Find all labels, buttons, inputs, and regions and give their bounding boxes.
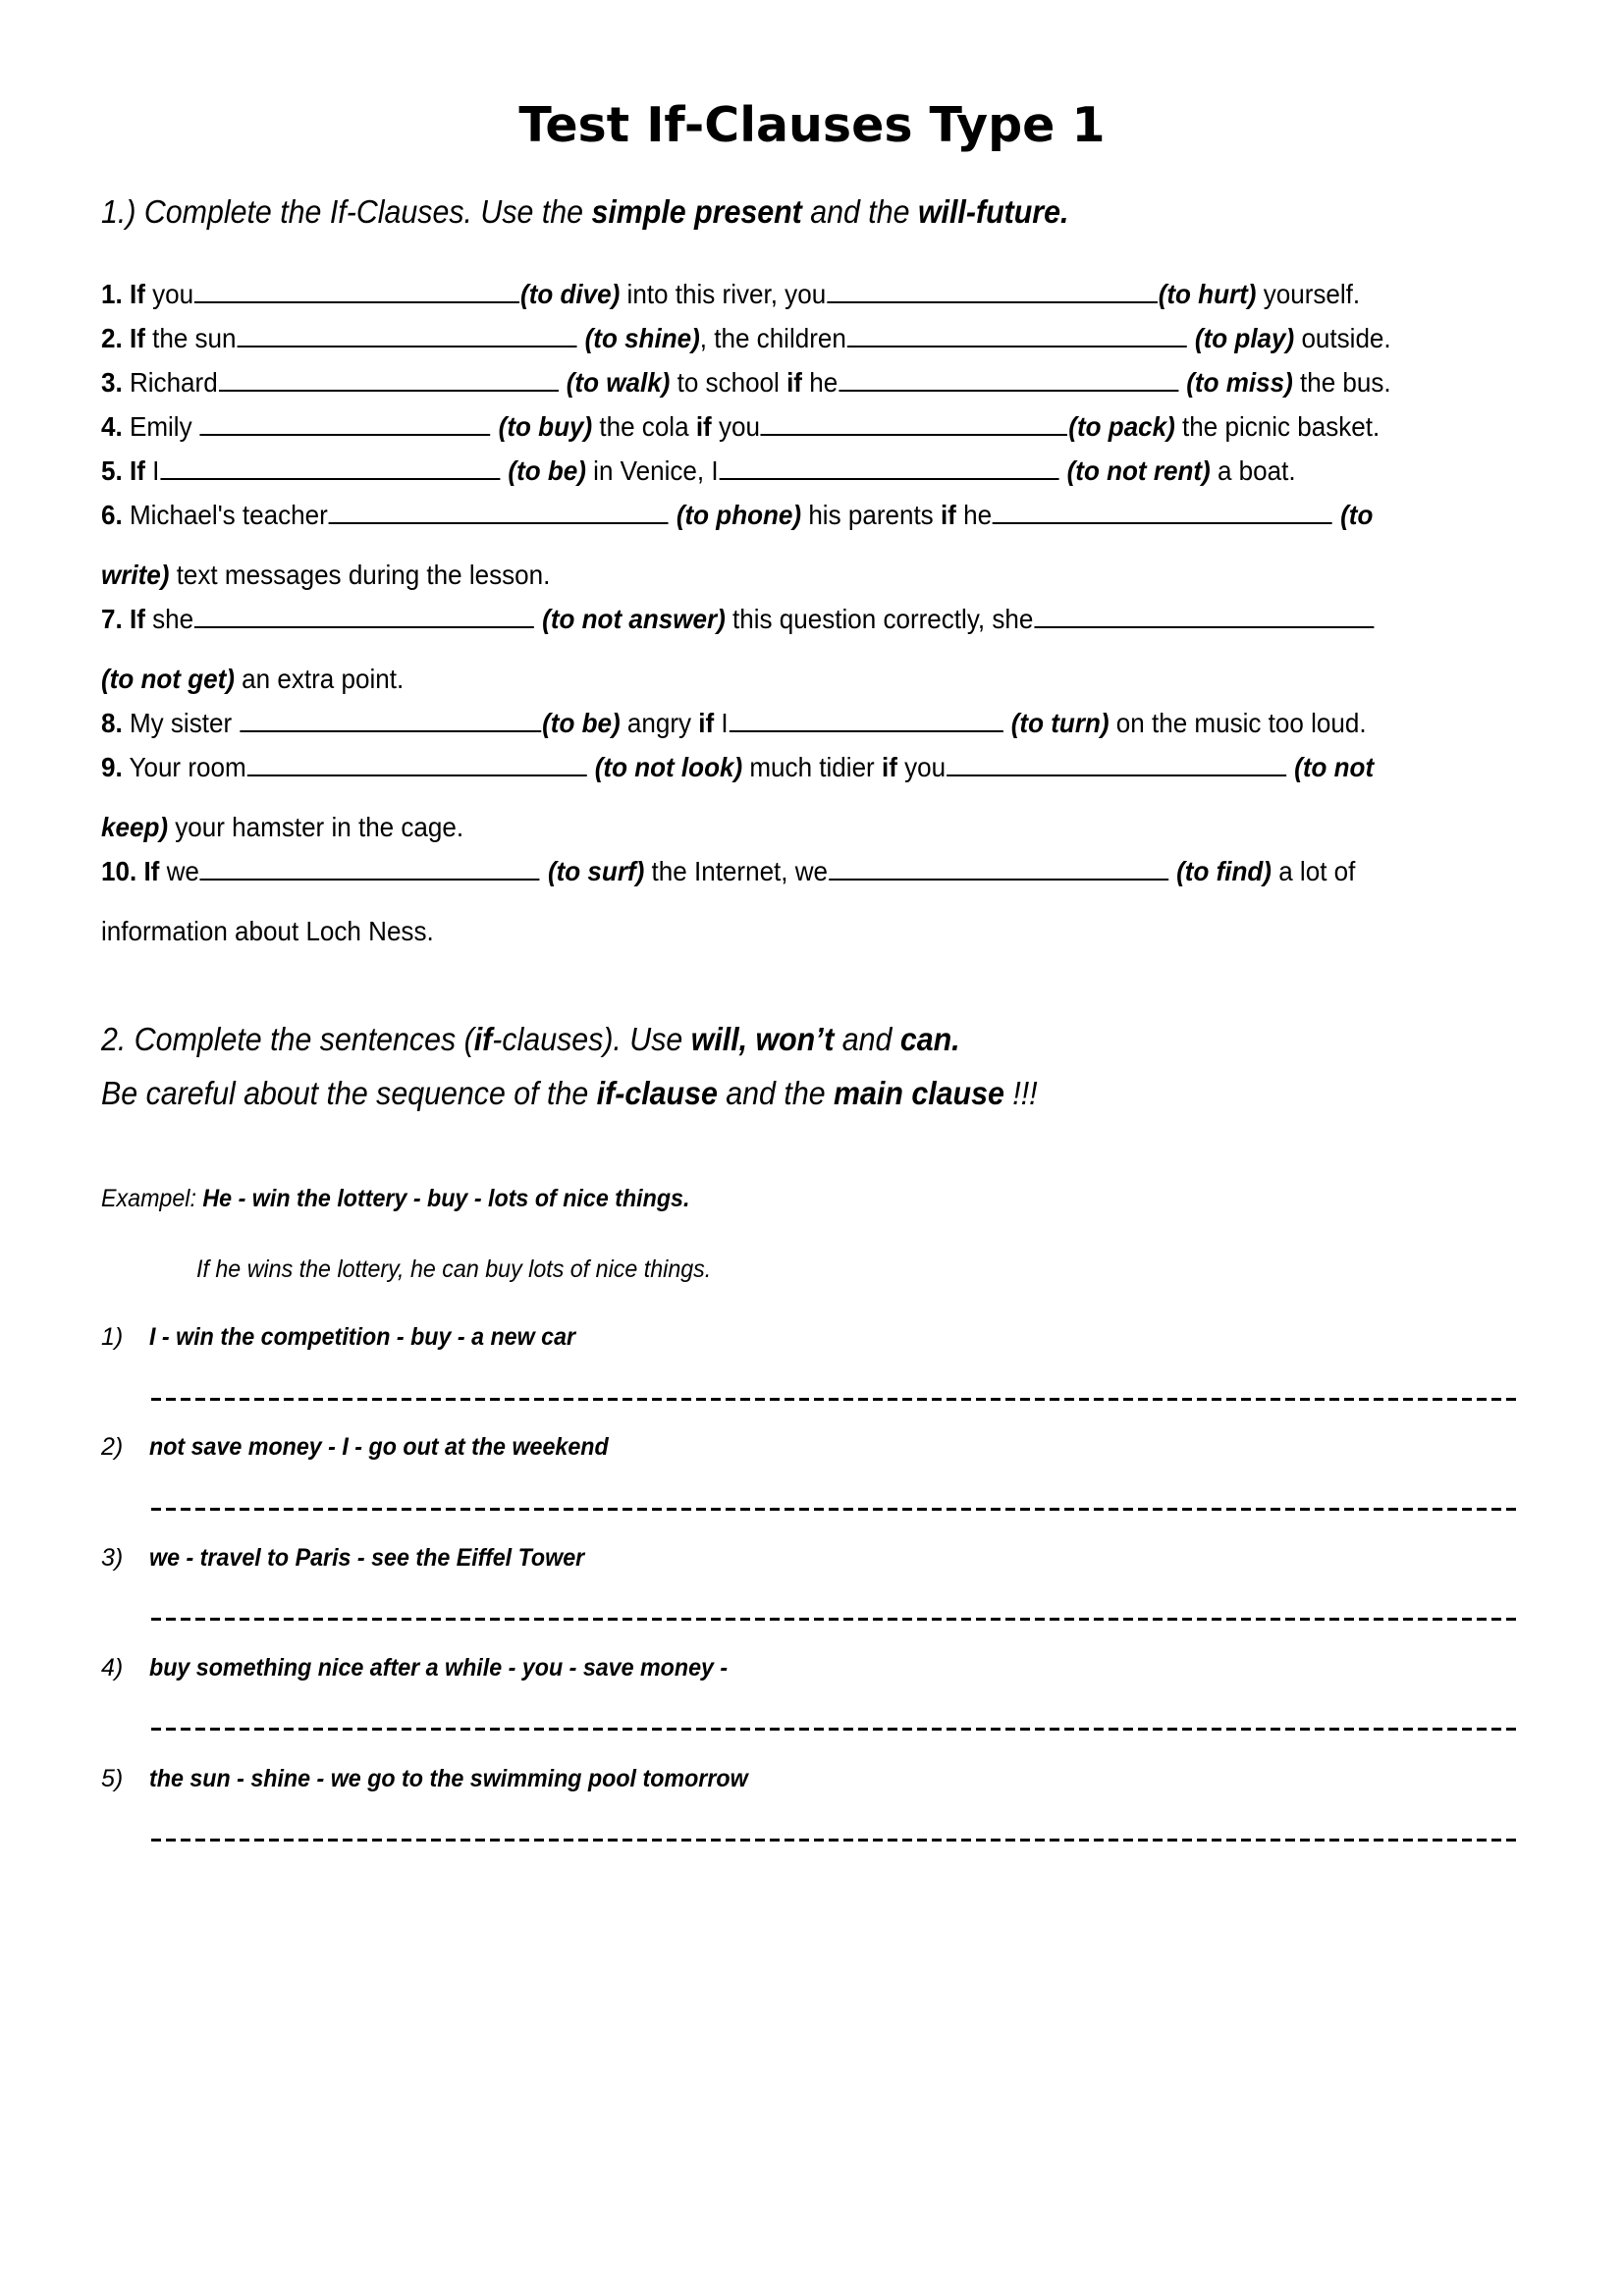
exercise2-number: 4) (101, 1654, 124, 1682)
answer-blank[interactable] (730, 707, 1003, 732)
answer-blank[interactable] (200, 855, 540, 881)
exercise2-prompt-1: I - win the competition - buy - a new car (149, 1323, 576, 1351)
answer-blank[interactable] (839, 366, 1178, 392)
answer-blank[interactable] (329, 499, 669, 524)
answer-blank[interactable] (761, 410, 1067, 436)
answer-blank[interactable] (247, 751, 587, 776)
exercise2-prompt-3: we - travel to Paris - see the Eiffel Tower (149, 1544, 585, 1572)
exercise2-number: 5) (101, 1765, 124, 1792)
section2-instruction-1: 2. Complete the sentences (if-clauses). Use will, won’t and can. (101, 1021, 960, 1057)
example-prompt: Exampel: He - win the lottery - buy - lots of nice things. (101, 1185, 690, 1212)
answer-blank[interactable] (827, 278, 1158, 303)
exercise1-item-5: 5. If I (to be) in Venice, I (to not rent) a boat. (101, 455, 1296, 486)
exercise1-item-9-continued: keep) your hamster in the cage. (101, 812, 464, 842)
answer-line-4[interactable] (151, 1728, 1516, 1731)
exercise1-item-10-continued: information about Loch Ness. (101, 916, 434, 946)
answer-blank[interactable] (200, 410, 491, 436)
answer-blank[interactable] (194, 278, 519, 303)
answer-blank[interactable] (847, 322, 1187, 347)
answer-line-2[interactable] (151, 1508, 1516, 1511)
answer-line-1[interactable] (151, 1398, 1516, 1401)
exercise1-item-2: 2. If the sun (to shine), the children (to play) outside. (101, 323, 1391, 353)
exercise2-prompt-4: buy something nice after a while - you - save money - (149, 1654, 729, 1682)
answer-line-5[interactable] (151, 1839, 1516, 1842)
exercise1-item-6-continued: write) text messages during the lesson. (101, 560, 551, 590)
exercise2-prompt-2: not save money - I - go out at the weekend (149, 1433, 609, 1461)
answer-blank[interactable] (829, 855, 1168, 881)
exercise2-number: 1) (101, 1323, 124, 1351)
exercise1-item-1: 1. If you (to dive) into this river, you (to hurt) yourself. (101, 279, 1361, 309)
example-answer: If he wins the lottery, he can buy lots of nice things. (196, 1255, 712, 1283)
exercise1-item-8: 8. My sister (to be) angry if I (to turn) on the music too loud. (101, 708, 1367, 738)
exercise1-item-9: 9. Your room (to not look) much tidier if you (to not (101, 752, 1375, 782)
exercise1-item-7-continued: (to not get) an extra point. (101, 664, 405, 694)
section1-instruction: 1.) Complete the If-Clauses. Use the simple present and the will-future. (101, 193, 1069, 230)
exercise1-item-10: 10. If we (to surf) the Internet, we (to find) a lot of (101, 856, 1356, 886)
exercise2-prompt-5: the sun - shine - we go to the swimming pool tomorrow (149, 1765, 748, 1792)
exercise1-item-3: 3. Richard (to walk) to school if he (to miss) the bus. (101, 367, 1391, 398)
answer-blank[interactable] (219, 366, 559, 392)
answer-blank[interactable] (160, 454, 500, 480)
answer-blank[interactable] (194, 603, 534, 628)
answer-blank[interactable] (993, 499, 1332, 524)
exercise2-number: 2) (101, 1433, 124, 1461)
answer-blank[interactable] (947, 751, 1286, 776)
exercise1-item-4: 4. Emily (to buy) the cola if you (to pack) the picnic basket. (101, 411, 1380, 442)
answer-blank[interactable] (720, 454, 1059, 480)
exercise1-item-6: 6. Michael's teacher (to phone) his parents if he (to (101, 500, 1374, 530)
exercise1-item-7: 7. If she (to not answer) this question correctly, she (101, 602, 1375, 637)
answer-line-3[interactable] (151, 1618, 1516, 1621)
answer-blank[interactable] (237, 322, 576, 347)
answer-blank[interactable] (1034, 603, 1374, 628)
exercise2-number: 3) (101, 1544, 124, 1572)
answer-blank[interactable] (240, 707, 541, 732)
page-title: Test If-Clauses Type 1 (518, 97, 1106, 153)
section2-instruction-2: Be careful about the sequence of the if-clause and the main clause !!! (101, 1075, 1038, 1111)
